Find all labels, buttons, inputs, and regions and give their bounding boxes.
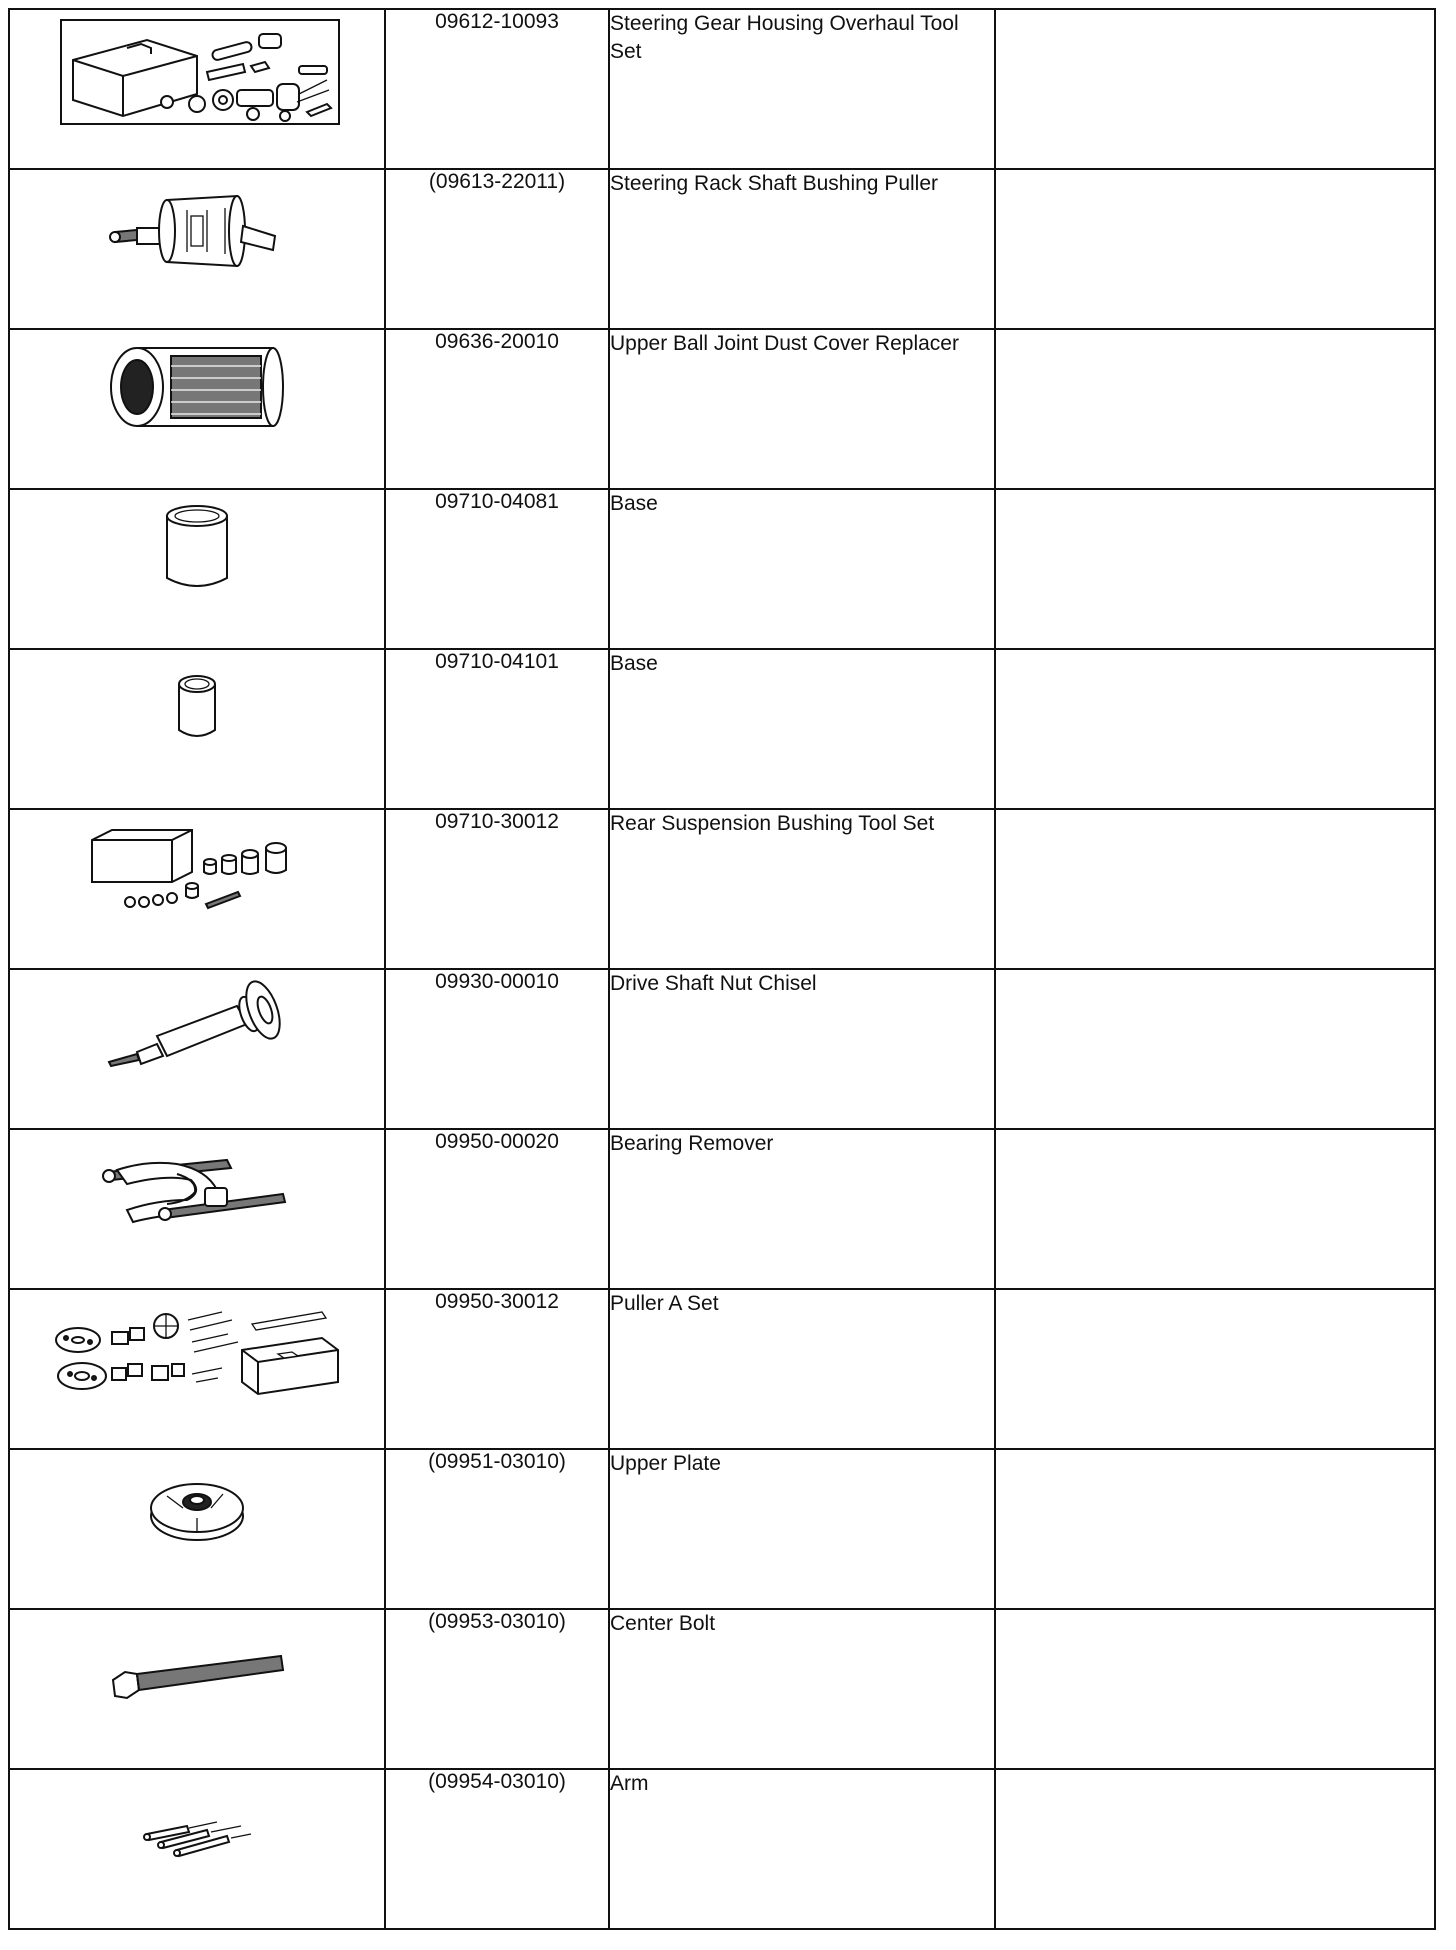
bushing-tool-set-icon [82,810,312,920]
note-cell [995,329,1435,489]
tool-name: Rear Suspension Bushing Tool Set [609,809,995,969]
base-cylinder-small-icon [147,650,247,750]
note-cell [995,1769,1435,1929]
illustration-cell [9,1769,385,1929]
table-row [9,169,1435,329]
tool-name: Upper Ball Joint Dust Cover Replacer [609,329,995,489]
table-row [9,9,1435,169]
dust-cover-replacer-icon [97,330,297,440]
tool-name: Steering Gear Housing Overhaul Tool Set [609,9,995,169]
illustration-cell [9,9,385,169]
bushing-puller-icon [107,170,287,280]
tool-name: Center Bolt [609,1609,995,1769]
note-cell [995,1449,1435,1609]
tool-name: Bearing Remover [609,1129,995,1289]
center-bolt-icon [97,1610,297,1720]
part-number: (09951-03010) [385,1449,609,1609]
part-number: (09953-03010) [385,1609,609,1769]
illustration-cell [9,1449,385,1609]
arm-set-icon [117,1770,277,1880]
table-row [9,1129,1435,1289]
nut-chisel-icon [97,970,297,1080]
base-cylinder-large-icon [137,490,257,600]
note-cell [995,169,1435,329]
part-number: 09636-20010 [385,329,609,489]
table-row [9,489,1435,649]
illustration-cell [9,1129,385,1289]
tool-name: Puller A Set [609,1289,995,1449]
illustration-cell [9,1609,385,1769]
tool-name: Base [609,649,995,809]
tool-name: Drive Shaft Nut Chisel [609,969,995,1129]
table-row [9,329,1435,489]
table-row [9,809,1435,969]
special-service-tools-table [8,8,1436,1930]
part-number: 09930-00010 [385,969,609,1129]
part-number: 09950-00020 [385,1129,609,1289]
tool-name: Arm [609,1769,995,1929]
overhaul-tool-set-case-icon [47,10,347,130]
part-number: 09612-10093 [385,9,609,169]
illustration-cell [9,649,385,809]
upper-plate-icon [127,1450,267,1560]
part-number: 09710-30012 [385,809,609,969]
bearing-remover-icon [87,1130,307,1240]
note-cell [995,809,1435,969]
illustration-cell [9,169,385,329]
table-row [9,1449,1435,1609]
illustration-cell [9,969,385,1129]
table-row [9,1609,1435,1769]
part-number: (09954-03010) [385,1769,609,1929]
note-cell [995,1609,1435,1769]
part-number: 09950-30012 [385,1289,609,1449]
illustration-cell [9,809,385,969]
part-number: 09710-04081 [385,489,609,649]
illustration-cell [9,489,385,649]
note-cell [995,489,1435,649]
puller-set-icon [42,1290,352,1410]
table-row [9,969,1435,1129]
illustration-cell [9,329,385,489]
tool-name: Upper Plate [609,1449,995,1609]
part-number: (09613-22011) [385,169,609,329]
illustration-cell [9,1289,385,1449]
tool-name: Steering Rack Shaft Bushing Puller [609,169,995,329]
note-cell [995,969,1435,1129]
tool-name: Base [609,489,995,649]
note-cell [995,1289,1435,1449]
table-row [9,1769,1435,1929]
part-number: 09710-04101 [385,649,609,809]
note-cell [995,9,1435,169]
table-row [9,1289,1435,1449]
note-cell [995,649,1435,809]
table-row [9,649,1435,809]
note-cell [995,1129,1435,1289]
